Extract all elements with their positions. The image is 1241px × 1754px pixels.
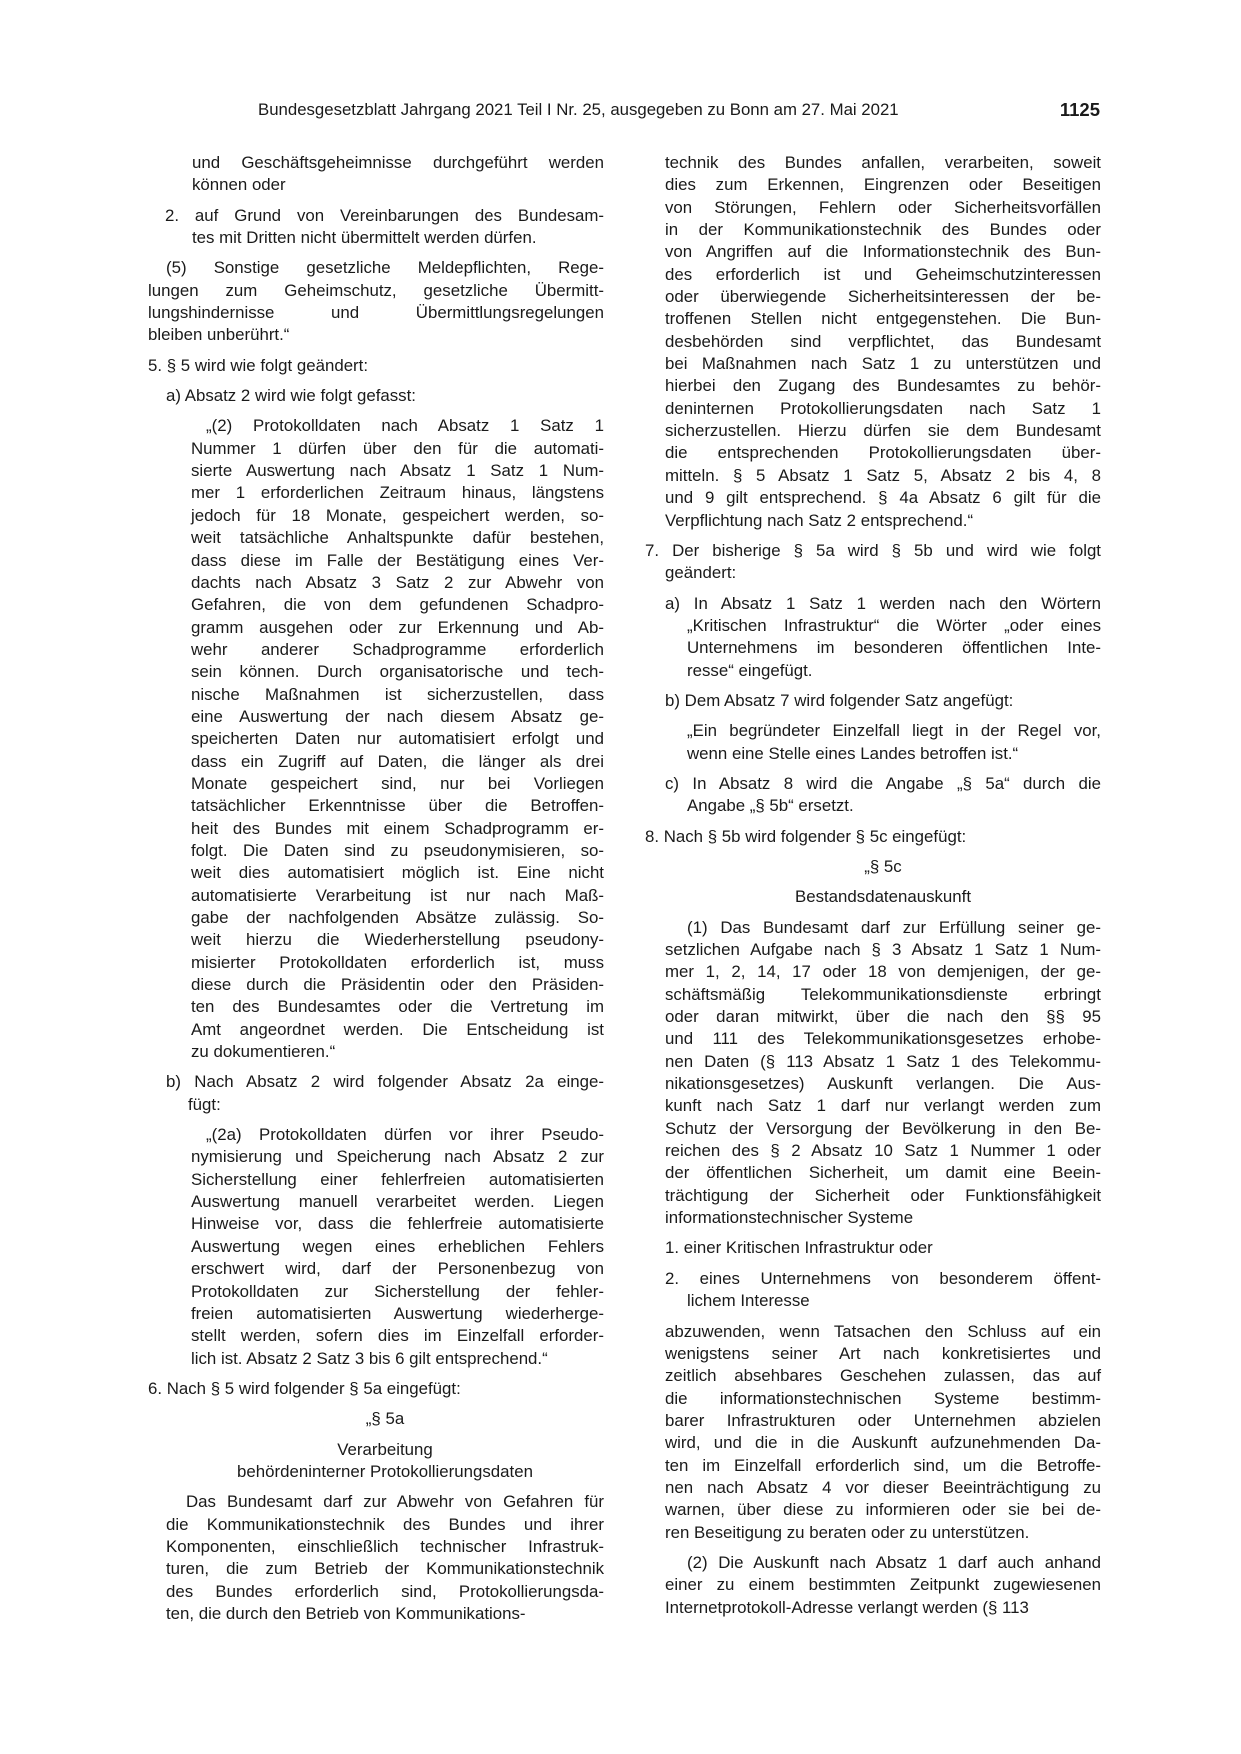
text-line: sicherzustellen. Hierzu dürfen sie dem Bundesamt <box>665 421 1101 441</box>
text-line: geändert: <box>665 563 737 583</box>
text-line: Angabe „§ 5b“ ersetzt. <box>687 796 854 816</box>
text-line: bleiben unberührt.“ <box>148 325 290 345</box>
text-line: lichem Interesse <box>687 1291 810 1311</box>
text-line: gabe der nachfolgenden Absätze zulässig. So- <box>191 908 604 927</box>
paragraph <box>665 773 1101 818</box>
text-line: (5) Sonstige gesetzliche Meldepflichten, Rege- <box>166 258 604 278</box>
text-line: mer 1 erforderlichen Zeitraum hinaus, längstens <box>191 483 604 503</box>
text-line: lungshindernisse und Übermittlungsregelungen <box>148 303 604 323</box>
text-line: speicherten Daten nur automatisiert erfolgt und <box>191 729 604 749</box>
text-line: können oder <box>192 175 286 195</box>
text-line: oder daran mitwirkt, über die nach den §§ 95 <box>665 1007 1101 1027</box>
text-line: setzlichen Aufgabe nach § 3 Absatz 1 Satz 1 Num- <box>665 940 1101 959</box>
paragraph <box>665 690 1101 712</box>
text-line: Monate gespeichert sind, nur bei Vorliegen <box>191 773 604 793</box>
paragraph <box>665 593 1101 682</box>
text-line: behördeninterner Protokollierungsdaten <box>237 1461 533 1481</box>
text-line: eine Auswertung der nach diesem Absatz ge- <box>191 706 604 726</box>
text-line: b) Nach Absatz 2 wird folgender Absatz 2a einge- <box>166 1072 604 1092</box>
paragraph <box>148 1408 604 1430</box>
left-column <box>148 152 604 1633</box>
text-line: und 9 gilt entsprechend. § 4a Absatz 6 gilt für die <box>665 488 1101 508</box>
paragraph <box>148 205 604 250</box>
text-line: wenn eine Stelle eines Landes betroffen ist.“ <box>687 743 1019 763</box>
paragraph <box>665 917 1101 1230</box>
text-line: lungen zum Geheimschutz, gesetzliche Übermitt- <box>148 280 604 300</box>
text-line: desbehörden sind verpflichtet, das Bundesamt <box>665 331 1101 351</box>
text-line: die entsprechenden Protokollierungsdaten über- <box>665 443 1101 463</box>
text-line: (1) Das Bundesamt darf zur Erfüllung seiner ge- <box>687 917 1101 937</box>
text-line: nikationsgesetzes) Auskunft verlangen. Die Aus- <box>665 1074 1101 1094</box>
text-line: 7. Der bisherige § 5a wird § 5b und wird wie folgt <box>645 540 1101 560</box>
text-line: von Störungen, Fehlern oder Sicherheitsvorfällen <box>665 197 1101 217</box>
text-line: Gefahren, die von dem gefundenen Schadpro- <box>191 595 604 615</box>
paragraph <box>665 1321 1101 1544</box>
text-line: technik des Bundes anfallen, verarbeiten, soweit <box>665 153 1101 172</box>
text-line: sein können. Durch organisatorische und tech- <box>191 662 604 682</box>
text-line: einer zu einem bestimmten Zeitpunkt zugewiesenen <box>665 1575 1101 1595</box>
text-line: resse“ eingefügt. <box>687 660 813 680</box>
text-line: Schutz der Versorgung der Bevölkerung in den Be- <box>665 1118 1101 1138</box>
paragraph <box>148 152 604 197</box>
text-line: 8. Nach § 5b wird folgender § 5c eingefügt: <box>645 826 967 846</box>
running-title: Bundesgesetzblatt Jahrgang 2021 Teil I Nr. 25, ausgegeben zu Bonn am 27. Mai 2021 <box>258 100 899 119</box>
text-line: oder überwiegende Sicherheitsinteressen der be- <box>665 287 1101 307</box>
paragraph <box>148 1071 604 1116</box>
text-line: wird, und die in die Auskunft aufzunehmenden Da- <box>665 1433 1101 1453</box>
paragraph <box>148 1491 604 1625</box>
text-line: tes mit Dritten nicht übermittelt werden dürfen. <box>192 228 537 248</box>
text-line: und 111 des Telekommunikationsgesetzes erhobe- <box>665 1029 1101 1049</box>
right-column <box>645 152 1101 1627</box>
paragraph <box>148 1124 604 1370</box>
text-line: ten des Bundesamtes oder die Vertretung im <box>191 997 604 1017</box>
paragraph <box>645 826 1101 848</box>
text-line: Unternehmens im besonderen öffentlichen Inte- <box>687 638 1101 658</box>
text-line: stellt werden, sofern dies im Einzelfall erforder- <box>191 1326 604 1346</box>
paragraph <box>665 720 1101 765</box>
paragraph <box>148 257 604 346</box>
text-line: 5. § 5 wird wie folgt geändert: <box>148 355 369 375</box>
text-line: sierte Auswertung nach Absatz 1 Satz 1 Num- <box>191 461 604 481</box>
paragraph <box>148 415 604 1063</box>
text-line: zeitlich absehbares Geschehen zulassen, das auf <box>665 1366 1101 1386</box>
text-line: dass diese im Falle der Bestätigung eines Ver- <box>191 550 604 570</box>
text-line: Auswertung wegen eines erheblichen Fehlers <box>191 1236 604 1256</box>
text-line: tatsächlicher Erkenntnisse über die Betroffen- <box>191 796 604 816</box>
paragraph <box>665 1552 1101 1619</box>
paragraph <box>645 540 1101 585</box>
text-line: weit tatsächliche Anhaltspunkte dafür bestehen, <box>191 528 604 548</box>
text-line: nische Maßnahmen ist sicherzustellen, dass <box>191 684 604 704</box>
text-line: dass ein Zugriff auf Daten, die länger als drei <box>191 751 604 771</box>
text-line: „Kritischen Infrastruktur“ die Wörter „oder eines <box>687 615 1101 635</box>
text-line: Amt angeordnet werden. Die Entscheidung ist <box>191 1019 604 1039</box>
text-line: a) Absatz 2 wird wie folgt gefasst: <box>166 386 416 406</box>
text-line: Hinweise vor, dass die fehlerfreie automatisierte <box>191 1214 604 1234</box>
text-line: ten, die durch den Betrieb von Kommunikations- <box>166 1603 526 1623</box>
text-line: informationstechnischer Systeme <box>665 1208 914 1228</box>
paragraph <box>665 1268 1101 1313</box>
text-line: nymisierung und Speicherung nach Absatz 2 zur <box>191 1147 604 1167</box>
text-line: und Geschäftsgeheimnisse durchgeführt werden <box>192 153 604 172</box>
text-line: weit dies automatisiert möglich ist. Eine nicht <box>191 863 604 883</box>
text-line: Verarbeitung <box>337 1439 433 1459</box>
text-line: wehr anderer Schadprogramme erforderlich <box>191 639 604 659</box>
text-line: barer Infrastrukturen oder Unternehmen abzielen <box>665 1410 1101 1430</box>
text-line: a) In Absatz 1 Satz 1 werden nach den Wörtern <box>665 593 1101 613</box>
text-line: „(2a) Protokolldaten dürfen vor ihrer Pseudo- <box>206 1125 604 1145</box>
text-line: gramm ausgehen oder zur Erkennung und Ab- <box>191 617 604 637</box>
text-line: dies zum Erkennen, Eingrenzen oder Beseitigen <box>665 175 1101 195</box>
paragraph <box>148 355 604 377</box>
text-line: dachts nach Absatz 3 Satz 2 zur Abwehr von <box>191 572 604 592</box>
text-line: hierbei den Zugang des Bundesamtes zu behör- <box>665 376 1101 396</box>
text-line: erschwert wird, darf der Personenbezug von <box>191 1259 604 1279</box>
text-line: turen, die zum Betrieb der Kommunikationstechnik <box>166 1559 604 1579</box>
text-line: schäftsmäßig Telekommunikationsdienste erbringt <box>665 984 1101 1004</box>
text-line: mitteln. § 5 Absatz 1 Satz 5, Absatz 2 bis 4, 8 <box>665 465 1101 485</box>
paragraph <box>148 1378 604 1400</box>
text-line: heit des Bundes mit einem Schadprogramm er- <box>191 818 604 838</box>
paragraph <box>665 856 1101 878</box>
text-line: wenigstens seiner Art nach konkretisiertes und <box>665 1343 1101 1363</box>
text-line: nen nach Absatz 4 vor dieser Beeinträchtigung zu <box>665 1477 1101 1497</box>
text-line: Internetprotokoll-Adresse verlangt werden (§ 113 <box>665 1597 1029 1617</box>
text-line: des Bundes erforderlich sind, Protokollierungsda- <box>166 1581 604 1601</box>
text-line: die Kommunikationstechnik des Bundes und ihrer <box>166 1514 604 1534</box>
text-line: (2) Die Auskunft nach Absatz 1 darf auch anhand <box>687 1552 1101 1572</box>
text-line: c) In Absatz 8 wird die Angabe „§ 5a“ durch die <box>665 773 1101 793</box>
text-line: „Ein begründeter Einzelfall liegt in der Regel vor, <box>687 721 1101 741</box>
text-line: automatisierte Verarbeitung ist nur nach Maß- <box>191 885 604 905</box>
text-line: lich ist. Absatz 2 Satz 3 bis 6 gilt entsprechend.“ <box>191 1348 548 1368</box>
text-line: ren Beseitigung zu beraten oder zu unterstützen. <box>665 1522 1030 1542</box>
text-line: Das Bundesamt darf zur Abwehr von Gefahren für <box>186 1492 604 1512</box>
text-line: Komponenten, einschließlich technischer Infrastruk- <box>166 1536 604 1556</box>
text-line: misierter Protokolldaten erforderlich ist, muss <box>191 952 604 972</box>
paragraph <box>148 1439 604 1484</box>
text-line: Bestandsdatenauskunft <box>794 887 972 907</box>
text-line: des erforderlich ist und Geheimschutzinteressen <box>665 264 1101 284</box>
text-line: ten im Einzelfall erforderlich sind, um die Betroffe- <box>665 1455 1101 1475</box>
paragraph <box>665 886 1101 908</box>
text-line: diese durch die Präsidentin oder den Präsiden- <box>191 975 604 995</box>
text-line: deninternen Protokollierungsdaten nach Satz 1 <box>665 398 1101 418</box>
text-line: von Angriffen auf die Informationstechnik des Bun- <box>665 242 1101 262</box>
text-line: Verpflichtung nach Satz 2 entsprechend.“ <box>665 510 974 530</box>
text-line: Auswertung manuell verarbeitet werden. Liegen <box>191 1192 604 1212</box>
text-line: der öffentlichen Sicherheit, um damit eine Beein- <box>665 1163 1101 1183</box>
paragraph <box>665 1237 1101 1259</box>
text-line: mer 1, 2, 14, 17 oder 18 von demjenigen, der ge- <box>665 962 1101 982</box>
text-line: „(2) Protokolldaten nach Absatz 1 Satz 1 <box>206 416 604 436</box>
text-line: Protokolldaten zur Sicherstellung der fehler- <box>191 1281 604 1301</box>
text-line: folgt. Die Daten sind zu pseudonymisieren, so- <box>191 840 604 860</box>
text-line: in der Kommunikationstechnik des Bundes oder <box>665 220 1101 240</box>
running-header <box>150 100 1100 126</box>
text-line: reichen des § 2 Absatz 10 Satz 1 Nummer 1 oder <box>665 1141 1101 1161</box>
text-line: abzuwenden, wenn Tatsachen den Schluss auf ein <box>665 1321 1101 1341</box>
text-line: trächtigung der Sicherheit oder Funktionsfähigkeit <box>665 1185 1101 1205</box>
text-line: jedoch für 18 Monate, gespeichert werden, so- <box>191 505 604 525</box>
text-line: zu dokumentieren.“ <box>191 1042 336 1062</box>
text-line: 6. Nach § 5 wird folgender § 5a eingefügt: <box>148 1378 461 1398</box>
page-number: 1125 <box>1059 99 1100 120</box>
text-line: bei Maßnahmen nach Satz 1 zu unterstützen und <box>665 354 1101 374</box>
text-line: b) Dem Absatz 7 wird folgender Satz angefügt: <box>665 690 1014 710</box>
text-line: Sicherstellung einer fehlerfreien automatisierten <box>191 1169 604 1189</box>
text-line: 2. eines Unternehmens von besonderem öffent- <box>665 1268 1101 1288</box>
text-line: Nummer 1 dürfen über den für die automati- <box>191 438 604 458</box>
text-line: fügt: <box>188 1094 221 1114</box>
paragraph <box>148 385 604 407</box>
text-line: nen Daten (§ 113 Absatz 1 Satz 1 des Telekommu- <box>665 1051 1101 1071</box>
paragraph <box>665 152 1101 532</box>
text-line: „§ 5a <box>365 1409 405 1429</box>
text-line: 1. einer Kritischen Infrastruktur oder <box>665 1238 933 1258</box>
text-line: „§ 5c <box>864 856 902 876</box>
text-line: die informationstechnischen Systeme bestimm- <box>665 1388 1101 1408</box>
text-line: 2. auf Grund von Vereinbarungen des Bundesam- <box>165 205 604 225</box>
text-line: kunft nach Satz 1 darf nur verlangt werden zum <box>665 1096 1101 1116</box>
text-line: warnen, über diese zu informieren oder sie bei de- <box>665 1500 1101 1520</box>
text-line: troffenen Stellen nicht entgegenstehen. Die Bun- <box>665 309 1101 329</box>
text-line: weit hierzu die Wiederherstellung pseudony- <box>191 930 604 950</box>
text-line: freien automatisierten Auswertung wiederherge- <box>191 1303 604 1323</box>
